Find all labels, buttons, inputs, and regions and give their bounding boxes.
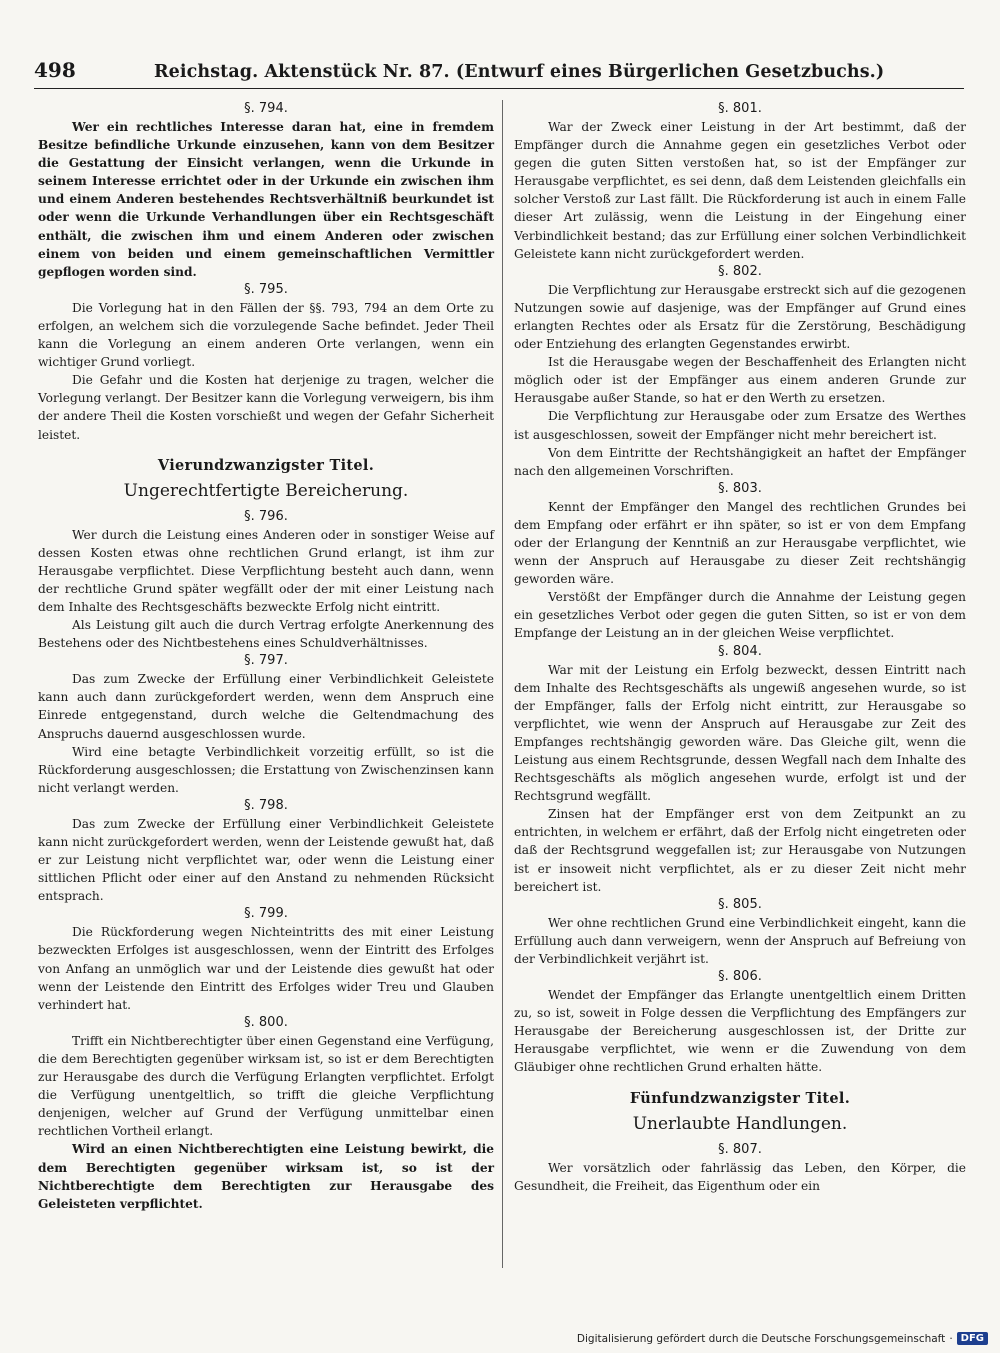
- section-number: §. 798.: [244, 797, 288, 813]
- chapter-subtitle: Unerlaubte Handlungen.: [632, 1113, 848, 1134]
- section-number: §. 796.: [244, 508, 288, 524]
- paragraph: Wendet der Empfänger das Erlangte unentgeltlich einem Dritten zu, so ist, soweit in Folge dessen die Verpflichtung des Empfängers zur Herausgabe der Bereicherung ausgeschlossen ist, der Dritte zur Herausgabe verpflichtet, wie wenn er die Zuwendung von dem Gläubiger ohne rechtlichen Grund erhalten hätte.: [514, 988, 966, 1075]
- paragraph: Die Verpflichtung zur Herausgabe oder zum Ersatze des Werthes ist ausgeschlossen, soweit der Empfänger nicht mehr bereichert ist.: [514, 409, 966, 442]
- section-number: §. 801.: [718, 101, 762, 116]
- paragraph: Das zum Zwecke der Erfüllung einer Verbindlichkeit Geleistete kann auch dann zurückgefordert werden, wenn dem Anspruch eine Einrede entgegenstand, durch welche die Geltendmachung des Anspruchs dauernd ausgeschlossen wurde.: [38, 672, 494, 741]
- paragraph: Ist die Herausgabe wegen der Beschaffenheit des Erlangten nicht möglich oder ist der Empfänger aus einem anderen Grunde zur Herausgabe außer Stande, so hat er den Werth zu ersetzen.: [514, 355, 966, 406]
- paragraph: Trifft ein Nichtberechtigter über einen Gegenstand eine Verfügung, die dem Berechtigten gegenüber wirksam ist, so ist er dem Berechtigten zur Herausgabe des durch die Verfügung Erlangten verpflichtet. Erfolgt die Verfügung unentgeltlich, so trifft die gleiche Verpflichtung denjenigen, welcher auf Grund der Verfügung unmittelbar einen rechtlichen Vortheil erlangt.: [38, 1033, 494, 1139]
- paragraph: Wer durch die Leistung eines Anderen oder in sonstiger Weise auf dessen Kosten etwas ohne rechtlichen Grund erlangt, ist ihm zur Herausgabe verpflichtet. Diese Verpflichtung besteht auch dann, wenn der rechtliche Grund später wegfällt oder der mit einer Leistung nach dem Inhalte des Rechtsgeschäfts bezweckte Erfolg nicht eintritt.: [38, 527, 494, 614]
- paragraph: Verstößt der Empfänger durch die Annahme der Leistung gegen ein gesetzliches Verbot oder gegen die guten Sitten, so ist er von dem Empfange der Leistung an in der gleichen Weise verpflichtet.: [514, 590, 966, 641]
- section-number: §. 795.: [244, 281, 288, 297]
- right-column: [514, 100, 966, 1195]
- paragraph: Wer ein rechtliches Interesse daran hat, eine in fremdem Besitze befindliche Urkunde einzusehen, kann von dem Besitzer die Gestattung der Einsicht verlangen, wenn die Urkunde in seinem Interesse errichtet oder in der Urkunde ein zwischen ihm und einem Anderen bestehendes Rechtsverhältniß beurkundet ist oder wenn die Urkunde Verhandlungen über ein Rechtsgeschäft enthält, die zwischen ihm und einem Anderen oder zwischen einem von beiden und einem gemeinschaftlichen Vermittler gepflogen worden sind.: [38, 120, 494, 279]
- paragraph: War der Zweck einer Leistung in der Art bestimmt, daß der Empfänger durch die Annahme gegen ein gesetzliches Verbot oder gegen die guten Sitten verstoßen hat, so ist der Empfänger zur Herausgabe verpflichtet, es sei denn, daß dem Leistenden gleichfalls ein solcher Verstoß zur Last fällt. Die Rückforderung ist auch in einem Falle dieser Art zulässig, wenn die Leistung in der Eingehung einer Verbindlichkeit bestand; das zur Erfüllung einer solchen Verbindlichkeit Geleistete kann nicht zurückgefordert werden.: [514, 120, 966, 261]
- dfg-logo: DFG: [957, 1332, 988, 1345]
- chapter-subtitle: Ungerechtfertigte Bereicherung.: [123, 480, 409, 501]
- paragraph: Das zum Zwecke der Erfüllung einer Verbindlichkeit Geleistete kann nicht zurückgefordert werden, wenn der Leistende gewußt hat, daß er zur Leistung nicht verpflichtet war, oder wenn die Leistung einer sittlichen Pflicht oder einer auf den Anstand zu nehmenden Rücksicht entsprach.: [38, 816, 494, 904]
- paragraph: War mit der Leistung ein Erfolg bezweckt, dessen Eintritt nach dem Inhalte des Rechtsgeschäfts als ungewiß angesehen wurde, so ist der Empfänger, falls der Erfolg nicht eintritt, zur Herausgabe so verpflichtet, wie wenn der Anspruch auf Herausgabe zur Zeit des Empfanges rechtshängig geworden wäre. Das Gleiche gilt, wenn die Leistung aus einem Rechtsgrunde, dessen Wegfall nach dem Inhalte des Rechtsgeschäfts als möglich angesehen wurde, erfolgt ist und der Rechtsgrund wegfällt.: [514, 662, 966, 804]
- paragraph: Zinsen hat der Empfänger erst von dem Zeitpunkt an zu entrichten, in welchem er erfährt, daß der Erfolg nicht eingetreten oder daß der Rechtsgrund weggefallen ist; zur Herausgabe von Nutzungen ist er insoweit nicht verpflichtet, als er zu dieser Zeit nicht mehr bereichert ist.: [514, 807, 966, 894]
- paragraph: Wer vorsätzlich oder fahrlässig das Leben, den Körper, die Gesundheit, die Freiheit, das Eigenthum oder ein: [514, 1160, 966, 1193]
- page-number: 498: [34, 58, 76, 82]
- left-column: [38, 100, 494, 1213]
- section-number: §. 805.: [718, 896, 762, 912]
- paragraph: Die Verpflichtung zur Herausgabe erstreckt sich auf die gezogenen Nutzungen sowie auf dasjenige, was der Empfänger auf Grund eines erlangten Rechtes oder als Ersatz für die Zerstörung, Beschädigung oder Entziehung des erlangten Gegenstandes erwirbt.: [514, 282, 966, 352]
- paragraph: Als Leistung gilt auch die durch Vertrag erfolgte Anerkennung des Bestehens oder des Nichtbestehens eines Schuldverhältnisses.: [38, 618, 494, 651]
- section-number: §. 802.: [718, 263, 762, 279]
- footer-credit: Digitalisierung gefördert durch die Deutsche Forschungsgemeinschaft: [576, 1332, 946, 1345]
- paragraph: Kennt der Empfänger den Mangel des rechtlichen Grundes bei dem Empfang oder erfährt er ihn später, so ist er von dem Empfang oder der Erlangung der Kenntniß an zur Herausgabe verpflichtet, wie wenn der Anspruch auf Herausgabe zu dieser Zeit rechtshängig geworden wäre.: [514, 499, 966, 587]
- section-number: §. 806.: [718, 969, 762, 985]
- section-number: §. 794.: [244, 101, 288, 116]
- section-number: §. 797.: [244, 653, 288, 669]
- header-rule: [34, 88, 964, 89]
- paragraph: Die Vorlegung hat in den Fällen der §§. 793, 794 an dem Orte zu erfolgen, an welchem sich die vorzulegende Sache befindet. Jeder Theil kann die Vorlegung an einem anderen Orte verlangen, wenn ein wichtiger Grund vorliegt.: [38, 300, 494, 370]
- section-number: §. 804.: [718, 643, 762, 659]
- paragraph: Wird eine betagte Verbindlichkeit vorzeitig erfüllt, so ist die Rückforderung ausgeschlossen; die Erstattung von Zwischenzinsen kann nicht verlangt werden.: [38, 744, 494, 795]
- paragraph: Wer ohne rechtlichen Grund eine Verbindlichkeit eingeht, kann die Erfüllung auch dann verweigern, wenn der Anspruch auf Befreiung von der Verbindlichkeit verjährt ist.: [514, 915, 966, 966]
- column-divider: [502, 100, 503, 1268]
- paragraph: Wird an einen Nichtberechtigten eine Leistung bewirkt, die dem Berechtigten gegenüber wirksam ist, so ist der Nichtberechtigte dem Berechtigten zur Herausgabe des Geleisteten verpflichtet.: [38, 1142, 494, 1211]
- section-number: §. 800.: [244, 1014, 288, 1030]
- paragraph: Die Rückforderung wegen Nichteintritts des mit einer Leistung bezweckten Erfolges ist ausgeschlossen, wenn der Eintritt des Erfolges von Anfang an unmöglich war und der Leistende dies gewußt hat oder wenn der Leistende den Eintritt des Erfolges wider Treu und Glauben verhindert hat.: [38, 925, 494, 1012]
- running-title: Reichstag. Aktenstück Nr. 87. (Entwurf eines Bürgerlichen Gesetzbuchs.): [154, 62, 885, 82]
- digitization-footer: [577, 1332, 988, 1345]
- page-header: [34, 58, 964, 82]
- footer-separator: ·: [949, 1332, 953, 1345]
- section-number: §. 807.: [718, 1141, 762, 1157]
- chapter-title: Fünfundzwanzigster Titel.: [629, 1089, 851, 1107]
- section-number: §. 799.: [244, 906, 288, 922]
- section-number: §. 803.: [718, 480, 762, 496]
- chapter-title: Vierundzwanzigster Titel.: [157, 456, 375, 474]
- paragraph: Die Gefahr und die Kosten hat derjenige zu tragen, welcher die Vorlegung verlangt. Der Besitzer kann die Vorlegung verweigern, bis ihm der andere Theil die Kosten vorschießt und wegen der Gefahr Sicherheit leistet.: [38, 373, 494, 442]
- paragraph: Von dem Eintritte der Rechtshängigkeit an haftet der Empfänger nach den allgemeinen Vorschriften.: [514, 445, 966, 478]
